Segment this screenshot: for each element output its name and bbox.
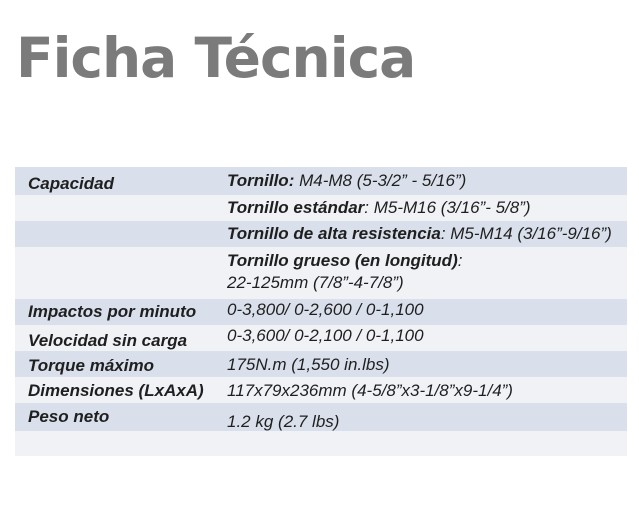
spec-value-capacidad-3: Tornillo de alta resistencia: M5-M14 (3/16”-9/16”) bbox=[227, 224, 612, 243]
spec-label-velocidad: Velocidad sin carga bbox=[28, 331, 188, 350]
spec-value-capacidad-2: Tornillo estándar: M5-M16 (3/16”- 5/8”) bbox=[227, 198, 531, 217]
spec-value-impactos: 0-3,800/ 0-2,600 / 0-1,100 bbox=[227, 300, 424, 319]
spec-label-capacidad: Capacidad bbox=[28, 174, 114, 193]
spec-label-torque: Torque máximo bbox=[28, 356, 154, 375]
spec-value-capacidad-5: 22-125mm (7/8”-4-7/8”) bbox=[227, 273, 404, 292]
spec-table bbox=[15, 167, 627, 456]
spec-label-peso: Peso neto bbox=[28, 407, 110, 426]
spec-value-peso: 1.2 kg (2.7 lbs) bbox=[227, 412, 340, 431]
spec-value-dimensiones: 117x79x236mm (4-5/8”x3-1/8”x9-1/4”) bbox=[227, 381, 513, 400]
table-band bbox=[15, 431, 627, 456]
spec-label-dimensiones: Dimensiones (LxAxA) bbox=[28, 381, 204, 400]
spec-value-capacidad-4: Tornillo grueso (en longitud): bbox=[227, 251, 463, 270]
spec-value-velocidad: 0-3,600/ 0-2,100 / 0-1,100 bbox=[227, 326, 424, 345]
spec-label-impactos: Impactos por minuto bbox=[28, 302, 197, 321]
spec-value-capacidad-1: Tornillo: M4-M8 (5-3/2” - 5/16”) bbox=[227, 171, 467, 190]
spec-value-torque: 175N.m (1,550 in.lbs) bbox=[227, 355, 390, 374]
page-title: Ficha Técnica bbox=[16, 26, 416, 90]
